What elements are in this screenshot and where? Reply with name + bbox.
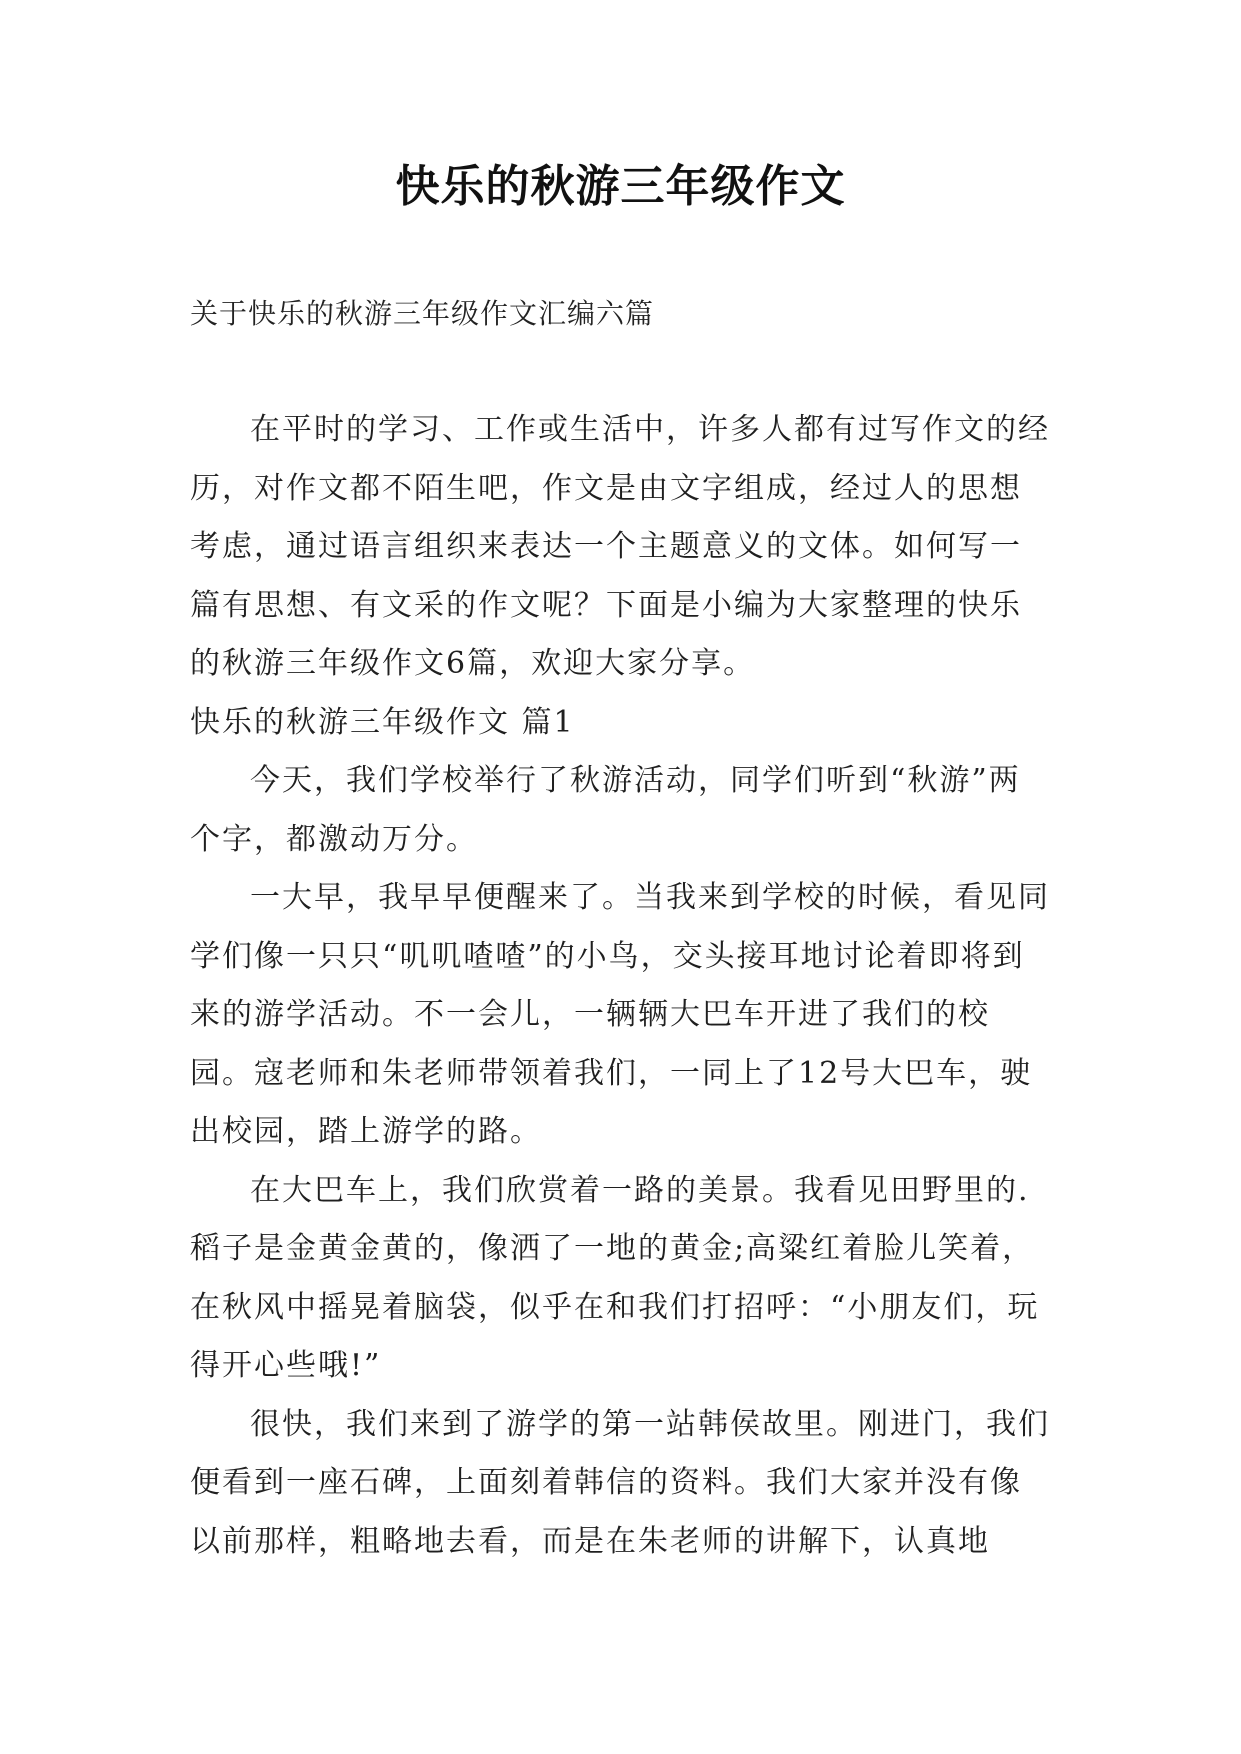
paragraph-2: 一大早，我早早便醒来了。当我来到学校的时候，看见同学们像一只只“叽叽喳喳”的小鸟，交头接耳地讨论着即将到来的游学活动。不一会儿，一辆辆大巴车开进了我们的校园。寇老师和朱老师带领着我们，一同上了12号大巴车，驶出校园，踏上游学的路。 [190, 880, 1050, 1149]
document-title: 快乐的秋游三年级作文 [395, 161, 846, 212]
document-subtitle: 关于快乐的秋游三年级作文汇编六篇 [190, 297, 655, 330]
section-heading-1: 快乐的秋游三年级作文 篇1 [190, 704, 575, 740]
intro-paragraph: 在平时的学习、工作或生活中，许多人都有过写作文的经历，对作文都不陌生吧，作文是由文字组成，经过人的思想考虑，通过语言组织来表达一个主题意义的文体。如何写一篇有思想、有文采的作文呢？下面是小编为大家整理的快乐的秋游三年级作文6篇，欢迎大家分享。 [190, 412, 1050, 681]
paragraph-3: 在大巴车上，我们欣赏着一路的美景。我看见田野里的.稻子是金黄金黄的，像洒了一地的黄金;高粱红着脸儿笑着，在秋风中摇晃着脑袋，似乎在和我们打招呼：“小朋友们，玩得开心些哦!” [190, 1172, 1040, 1383]
paragraph-4: 很快，我们来到了游学的第一站韩侯故里。刚进门，我们便看到一座石碑，上面刻着韩信的资料。我们大家并没有像以前那样，粗略地去看，而是在朱老师的讲解下，认真地 [190, 1406, 1050, 1559]
document-body [190, 401, 1050, 1571]
paragraph-1: 今天，我们学校举行了秋游活动，同学们听到“秋游”两个字，都激动万分。 [190, 763, 1021, 857]
